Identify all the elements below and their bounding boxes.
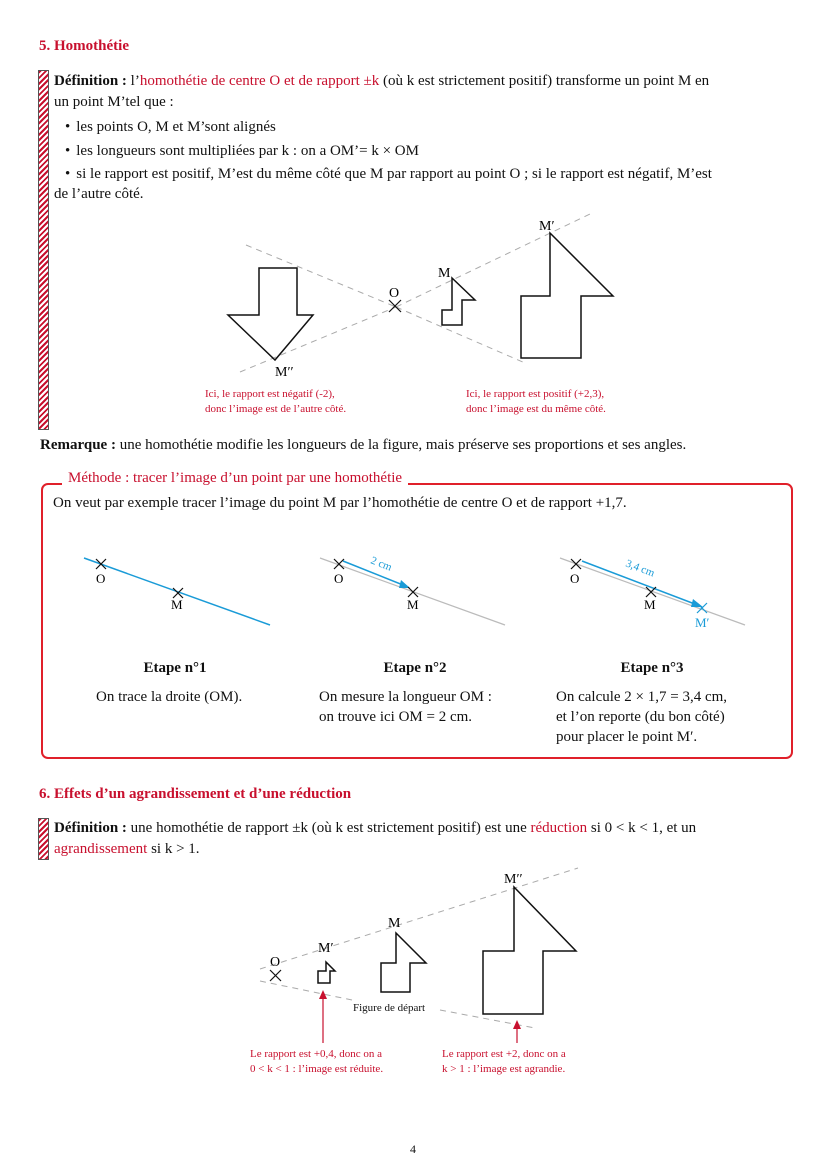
step2-measure-label: 2 cm	[368, 554, 394, 574]
arrow-enlarged-head	[513, 1020, 521, 1029]
step1-title: Etape n°1	[143, 660, 207, 676]
fig2-label-M: M	[388, 916, 401, 931]
bullet-1: • les points O, M et M’sont alignés	[65, 117, 276, 138]
step3-label-M-prime: M′	[695, 615, 710, 630]
bullet-3-continuation: de l’autre côté.	[54, 186, 144, 202]
step1-label-M: M	[171, 597, 183, 612]
center-O-cross-2	[270, 970, 281, 981]
label-M-prime: M′	[539, 219, 555, 234]
definition-6-label: Définition :	[54, 820, 127, 836]
caption-reduction: Le rapport est +0,4, donc on a 0 < k < 1 : l’image est réduite.	[250, 1048, 384, 1075]
methode-label: Méthode : tracer l’image d’un point par une homothétie	[62, 470, 408, 487]
step2-title: Etape n°2	[383, 660, 447, 676]
step3-label-M: M	[644, 597, 656, 612]
section-6-title: 6. Effets d’un agrandissement et d’une réduction	[39, 786, 352, 802]
ray-lower-b	[440, 1010, 535, 1028]
definition-6: Définition : une homothétie de rapport ±k (où k est strictement positif) est une réduction si 0 < k < 1, et un	[54, 820, 697, 836]
step3-title: Etape n°3	[620, 660, 684, 676]
ray-upper	[260, 868, 578, 969]
fig2-label-M-prime: M′	[318, 941, 334, 956]
ray-lower-a	[260, 981, 352, 1000]
step3-label-O: O	[570, 571, 580, 586]
definition-label: Définition :	[54, 73, 127, 89]
start-figure-label: Figure de départ	[353, 1002, 426, 1014]
shape-enlarged	[483, 887, 576, 1014]
methode-intro: On veut par exemple tracer l’image du point M par l’homothétie de centre O et de rapport +1,7.	[53, 495, 627, 511]
label-M-double-prime: M′′	[275, 365, 294, 380]
section-5-title: 5. Homothétie	[39, 38, 129, 54]
caption-positive: Ici, le rapport est positif (+2,3), donc l’image est du même côté.	[466, 388, 606, 415]
shape-reduced	[318, 962, 335, 983]
term-reduction: réduction	[530, 820, 588, 836]
remark: Remarque : une homothétie modifie les longueurs de la figure, mais préserve ses proportions et ses angles.	[40, 437, 687, 453]
bullet-2: • les longueurs sont multipliées par k : on a OM’= k × OM	[65, 141, 419, 162]
step3-text: On calcule 2 × 1,7 = 3,4 cm, et l’on reporte (du bon côté) pour placer le point M′.	[556, 689, 728, 745]
shape-start	[381, 933, 426, 992]
label-M: M	[438, 266, 451, 281]
step2-label-O: O	[334, 571, 344, 586]
fig2-label-O: O	[270, 955, 281, 970]
definition-5: Définition : l’homothétie de centre O et de rapport ±k (où k est strictement positif) transforme un point M en un point M’tel que :	[54, 73, 710, 110]
definition-6-line2: agrandissement si k > 1.	[54, 841, 200, 857]
term-agrandissement: agrandissement	[54, 841, 148, 857]
step2-text: On mesure la longueur OM : on trouve ici OM = 2 cm.	[319, 689, 492, 725]
caption-negative: Ici, le rapport est négatif (-2), donc l’image est de l’autre côté.	[205, 388, 347, 415]
step1-text: On trace la droite (OM).	[96, 689, 243, 705]
caption-enlargement: Le rapport est +2, donc on a k > 1 : l’image est agrandie.	[442, 1048, 566, 1075]
step3-measure-label: 3,4 cm	[623, 557, 657, 580]
step1-label-O: O	[96, 571, 106, 586]
label-O: O	[389, 286, 400, 301]
bullet-3: • si le rapport est positif, M’est du même côté que M par rapport au point O ; si le rapport est négatif, M’est	[65, 164, 795, 185]
page-number: 4	[410, 1142, 416, 1156]
remark-label: Remarque :	[40, 437, 116, 453]
step2-label-M: M	[407, 597, 419, 612]
definition-highlight: homothétie de centre O et de rapport ±k	[139, 73, 380, 89]
fig2-label-M-double-prime: M′′	[504, 872, 523, 887]
